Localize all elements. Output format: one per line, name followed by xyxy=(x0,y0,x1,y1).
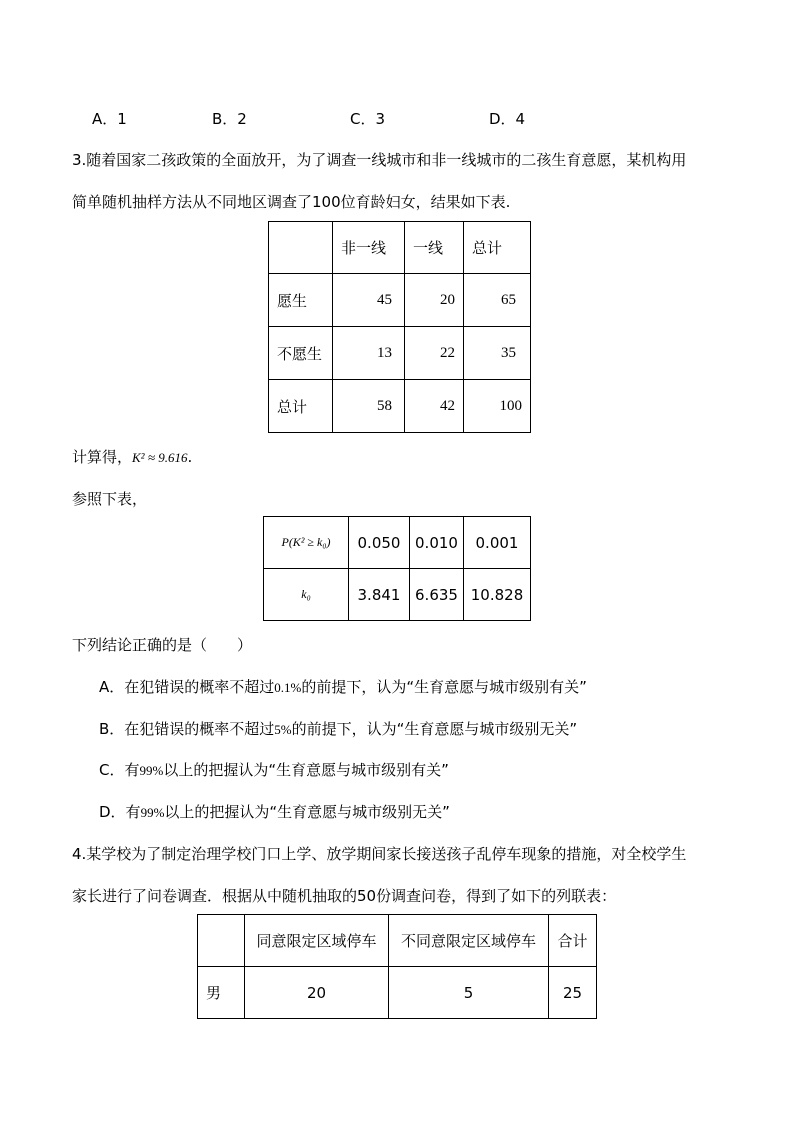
table2-cell: 3.841 xyxy=(349,569,410,621)
q3-option-d xyxy=(99,801,450,822)
table1-cell: 45 xyxy=(333,274,405,327)
q3-question: 下列结论正确的是（ ） xyxy=(72,636,253,654)
table1-cell: 20 xyxy=(405,274,464,327)
table3-cell: 25 xyxy=(549,967,597,1019)
q3-option-a xyxy=(99,676,587,697)
table3-cell: 20 xyxy=(245,967,389,1019)
table3-corner xyxy=(198,915,245,967)
q2-option-a: A．1 xyxy=(92,110,127,128)
table3-cell: 5 xyxy=(389,967,549,1019)
calc-suffix: . xyxy=(187,448,193,466)
table1-cell: 35 xyxy=(464,327,531,380)
option-text: 的前提下，认为“生育意愿与城市级别有关” xyxy=(301,678,587,696)
table2-k0-label: k₀ xyxy=(264,569,349,621)
option-text: C．有 xyxy=(99,761,140,779)
q2-option-d: D．4 xyxy=(489,110,526,128)
table1-cell: 58 xyxy=(333,380,405,433)
table1-header-total: 总计 xyxy=(464,222,531,274)
table2-cell: 0.050 xyxy=(349,517,410,569)
critical-value-table xyxy=(263,516,531,621)
calc-formula: K² ≈ 9.616 xyxy=(132,450,188,465)
reference-text: 参照下表， xyxy=(72,490,148,508)
option-text: 以上的把握认为“生育意愿与城市级别无关” xyxy=(164,803,450,821)
q2-option-b: B．2 xyxy=(212,110,247,128)
option-math: 99% xyxy=(139,763,164,778)
option-text: D．有 xyxy=(99,803,141,821)
q3-text-line2: 简单随机抽样方法从不同地区调查了100位育龄妇女，结果如下表. xyxy=(72,193,511,211)
q2-option-c: C．3 xyxy=(350,110,386,128)
table3-row-label: 男 xyxy=(198,967,245,1019)
q3-text-line1: 3.随着国家二孩政策的全面放开，为了调查一线城市和非一线城市的二孩生育意愿，某机构用 xyxy=(72,151,687,169)
table2-cell: 0.010 xyxy=(410,517,464,569)
q4-text-line2: 家长进行了问卷调查．根据从中随机抽取的50份调查问卷，得到了如下的列联表： xyxy=(72,887,617,905)
table-row xyxy=(198,967,597,1019)
table-row xyxy=(269,327,531,380)
table1-row-label: 愿生 xyxy=(269,274,333,327)
q3-contingency-table xyxy=(268,221,531,433)
option-text: 以上的把握认为“生育意愿与城市级别有关” xyxy=(163,761,449,779)
table1-row-label: 不愿生 xyxy=(269,327,333,380)
option-text: B．在犯错误的概率不超过 xyxy=(99,720,275,738)
table1-cell: 100 xyxy=(464,380,531,433)
table3-header-total: 合计 xyxy=(549,915,597,967)
table2-cell: 6.635 xyxy=(410,569,464,621)
q3-option-c xyxy=(99,759,449,780)
table1-header-non-tier1: 非一线 xyxy=(333,222,405,274)
calc-prefix: 计算得， xyxy=(72,448,133,466)
q4-text-line1: 4.某学校为了制定治理学校门口上学、放学期间家长接送孩子乱停车现象的措施，对全校学生 xyxy=(72,845,687,863)
table1-header-tier1: 一线 xyxy=(405,222,464,274)
table2-prob-label: P(K² ≥ k₀) xyxy=(264,517,349,569)
table1-corner xyxy=(269,222,333,274)
table1-cell: 22 xyxy=(405,327,464,380)
q4-contingency-table xyxy=(197,914,597,1019)
table3-header-agree: 同意限定区域停车 xyxy=(245,915,389,967)
table2-cell: 10.828 xyxy=(464,569,531,621)
table-row xyxy=(269,380,531,433)
q3-option-b xyxy=(99,718,577,739)
table1-cell: 65 xyxy=(464,274,531,327)
table-row xyxy=(269,274,531,327)
option-math: 5% xyxy=(274,722,292,737)
table3-header-disagree: 不同意限定区域停车 xyxy=(389,915,549,967)
option-text: A．在犯错误的概率不超过 xyxy=(99,678,275,696)
option-math: 99% xyxy=(140,805,165,820)
table1-row-label: 总计 xyxy=(269,380,333,433)
calc-line xyxy=(72,446,192,467)
table1-cell: 13 xyxy=(333,327,405,380)
table1-cell: 42 xyxy=(405,380,464,433)
option-math: 0.1% xyxy=(274,680,302,695)
table2-cell: 0.001 xyxy=(464,517,531,569)
option-text: 的前提下，认为“生育意愿与城市级别无关” xyxy=(291,720,578,738)
